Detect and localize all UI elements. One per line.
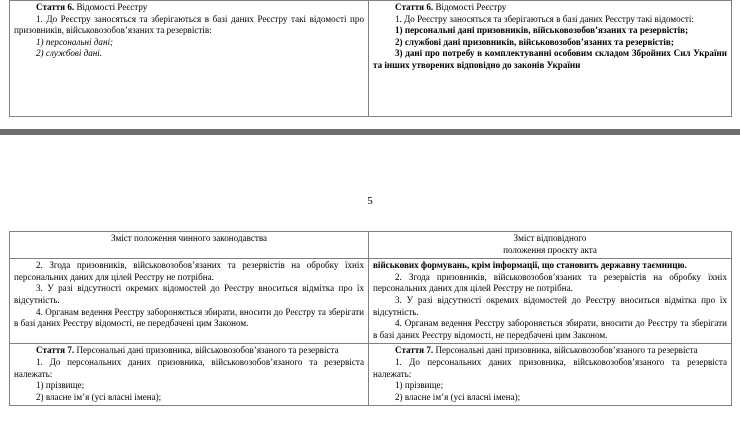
article-heading <box>14 345 364 357</box>
comparison-table-top <box>9 0 732 117</box>
article-title: Відомості Реєстру <box>74 2 148 12</box>
table-clip-region <box>0 231 740 406</box>
paragraph: 4. Органам ведення Реєстру забороняється збирати, вносити до Реєстру та зберігати в базі даних Реєстру відомості, не передбачені цим Законом. <box>373 318 727 340</box>
column-header-draft-act-line2: положення проєкту акта <box>503 244 597 255</box>
list-item: 2) власне ім’я (усі власні імена); <box>36 391 162 402</box>
list-item: 1) персональні дані; <box>36 36 114 47</box>
table-cell-current-law <box>10 344 369 406</box>
paragraph: 3. У разі відсутності окремих відомостей до Реєстру вноситься відмітка про їх відсутність. <box>373 294 727 317</box>
table-cell-draft-act <box>369 1 732 117</box>
paragraph: 3. У разі відсутності окремих відомостей до Реєстру вноситься відмітка про їх відсутність. <box>14 283 364 305</box>
paragraph: 1. До Реєстру заносяться та зберігаються в базі даних Реєстру такі відомості: <box>395 13 694 24</box>
table-header-row <box>10 232 732 259</box>
article-heading <box>14 2 364 14</box>
comparison-table-bottom <box>9 231 732 406</box>
article-number: Стаття 6. <box>36 2 75 12</box>
article-number: Стаття 6. <box>395 2 434 12</box>
table-cell-current-law <box>10 1 369 117</box>
table-row <box>10 1 732 117</box>
list-item: 1) персональні дані призовників, військовозобов’язаних та резервістів; <box>395 25 689 36</box>
paragraph: 2. Згода призовників, військовозобов’язаних та резервістів на обробку їхніх персональних даних для цілей Реєстру не потрібна. <box>373 271 727 294</box>
page-break-rule <box>0 129 740 135</box>
article-heading <box>373 2 727 14</box>
table-cell-draft-act <box>369 344 732 406</box>
paragraph: 2. Згода призовників, військовозобов’язаних та резервістів на обробку їхніх персональних даних для цілей Реєстру не потрібна. <box>14 260 364 282</box>
article-title: Відомості Реєстру <box>433 2 507 12</box>
article-heading <box>373 345 727 357</box>
article-title: Персональні дані призовника, військовозобов’язаного та резервіста <box>433 345 698 356</box>
paragraph: 4. Органам ведення Реєстру забороняється збирати, вносити до Реєстру та зберігати в базі даних Реєстру відомості, не передбачені цим Законом. <box>14 306 364 329</box>
paragraph: 1. До персональних даних призовника, військовозобов’язаного та резервіста належать: <box>14 356 364 379</box>
list-item: 1) прізвище; <box>395 380 444 391</box>
column-header-draft-act-line1: Зміст відповідного <box>513 233 587 243</box>
article-number: Стаття 7. <box>395 345 434 356</box>
page-number: 5 <box>367 195 373 207</box>
table-cell-draft-act <box>369 259 732 344</box>
list-item: 2) службові дані. <box>36 48 103 59</box>
article-title: Персональні дані призовника, військовозобов’язаного та резервіста <box>74 345 339 356</box>
list-item: 3) дані про потребу в комплектуванні особовим складом Збройних Сил України та інших утворених відповідно до законів України <box>373 48 727 70</box>
paragraph: 1. До персональних даних призовника, військовозобов’язаного та резервіста належать: <box>373 356 727 379</box>
list-item: 2) власне ім’я (усі власні імена); <box>395 391 521 402</box>
page-break-separator <box>0 117 740 169</box>
table-cell-current-law <box>10 259 369 344</box>
paragraph-continuation: військових формувань, крім інформації, що становить державну таємницю. <box>373 260 687 271</box>
paragraph: 1. До Реєстру заносяться та зберігаються в базі даних Реєстру такі відомості про призовників, військовозобов’язаних та резервістів: <box>14 13 364 36</box>
table-row <box>10 344 732 406</box>
column-header-current-law: Зміст положення чинного законодавства <box>10 232 369 259</box>
article-number: Стаття 7. <box>36 345 75 356</box>
table-row <box>10 259 732 344</box>
page-header-band <box>0 169 740 231</box>
list-item: 2) службові дані призовників, військовозобов’язаних та резервістів; <box>395 36 674 47</box>
column-header-draft-act <box>369 232 732 259</box>
list-item: 1) прізвище; <box>36 380 85 391</box>
